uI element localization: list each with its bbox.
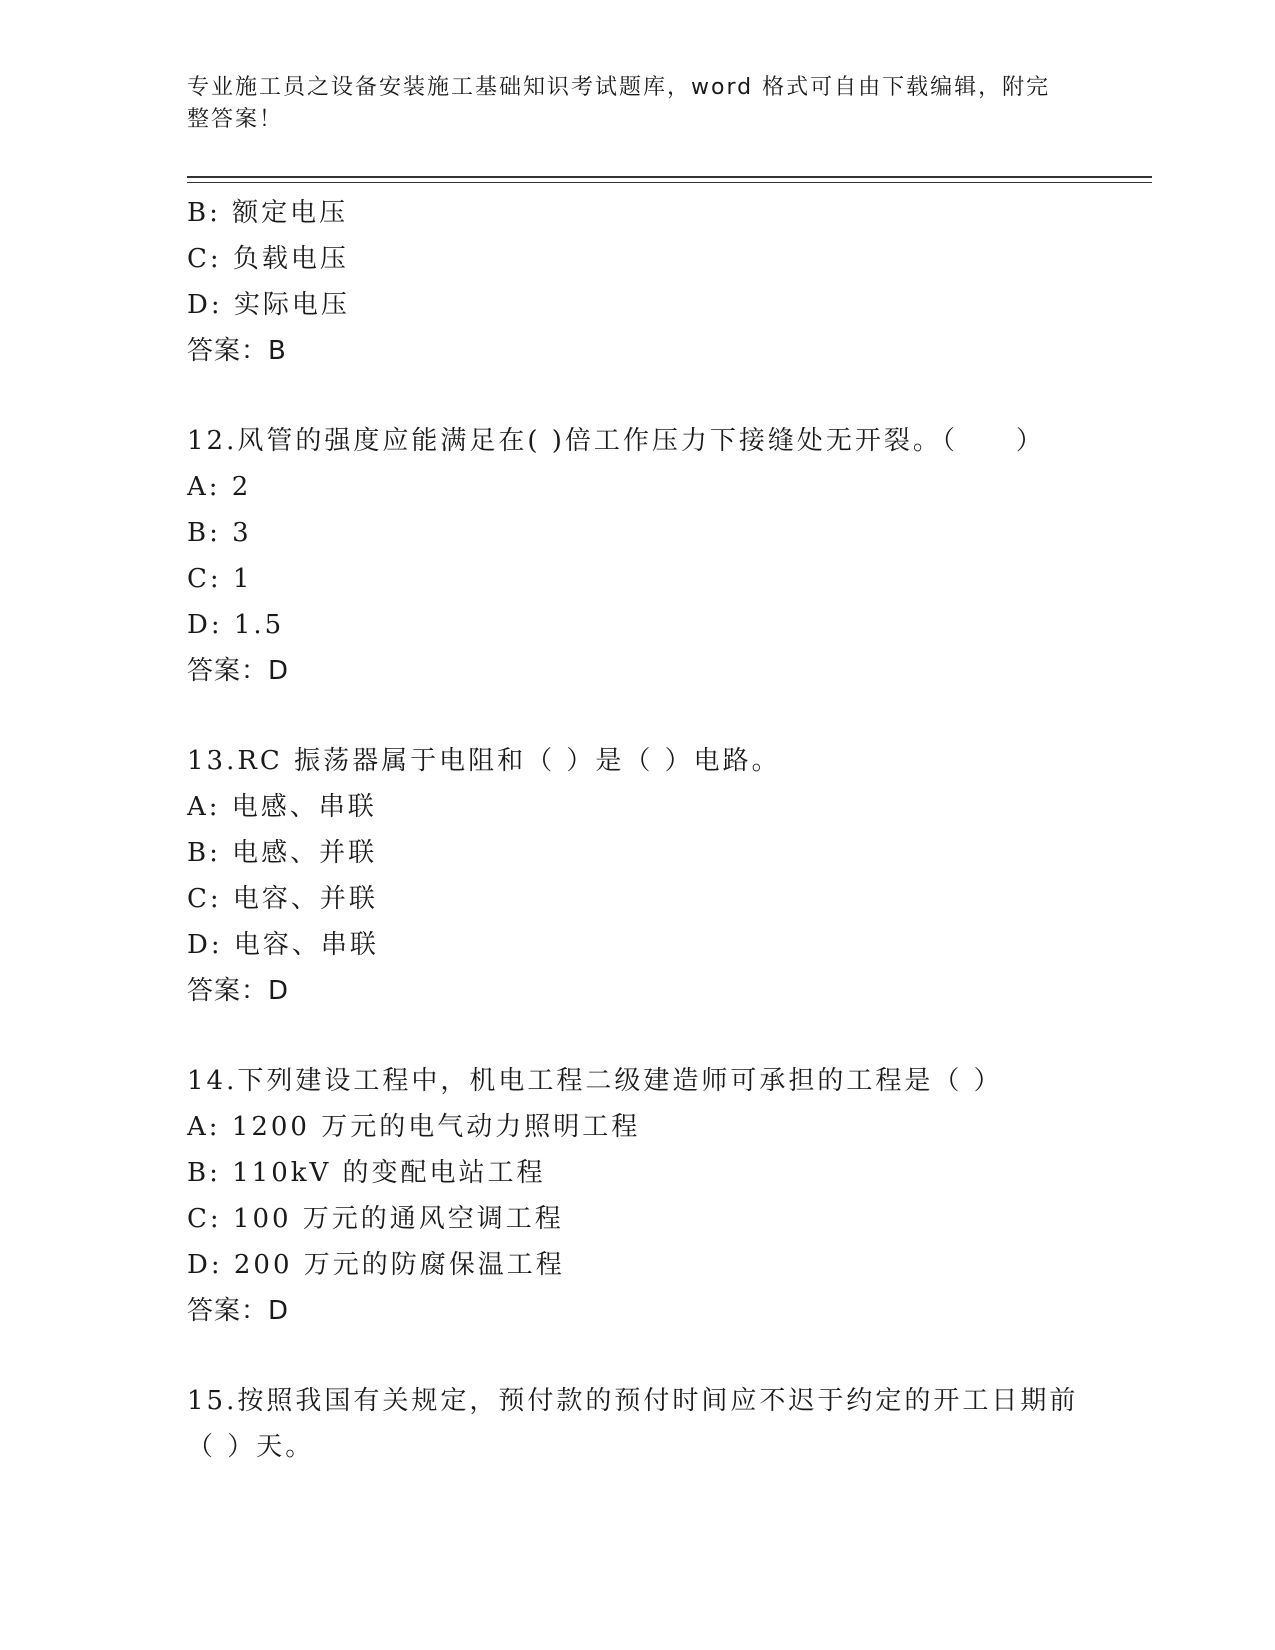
question-text: 14.下列建设工程中，机电工程二级建造师可承担的工程是（ ） [187,1066,1003,1096]
option-d: D: 200 万元的防腐保温工程 [187,1250,565,1280]
answer-text: 答案：D [187,976,290,1006]
option-b: B: 额定电压 [187,198,349,228]
answer-text: 答案：D [187,1296,290,1326]
question-block-13 [187,738,1147,1014]
header-divider [187,176,1152,178]
question-block-11 [187,190,1147,374]
option-b: B: 3 [187,518,252,548]
option-c: C: 100 万元的通风空调工程 [187,1204,564,1234]
question-text: 12.风管的强度应能满足在( )倍工作压力下接缝处无开裂。（ ） [187,426,1045,456]
question-block-15 [187,1378,1147,1470]
header-divider-thin [187,182,1152,183]
question-text-line-2: （ ）天。 [187,1432,315,1462]
option-a: A: 电感、串联 [187,792,377,822]
option-b: B: 110kV 的变配电站工程 [187,1158,546,1188]
answer-text: 答案：D [187,656,290,686]
option-c: C: 1 [187,564,253,594]
option-a: A: 2 [187,472,252,502]
option-c: C: 负载电压 [187,244,349,274]
question-text-line-1: 15.按照我国有关规定，预付款的预付时间应不迟于约定的开工日期前 [187,1386,1079,1416]
option-d: D: 1.5 [187,610,285,640]
answer-text: 答案：B [187,336,287,366]
option-c: C: 电容、并联 [187,884,378,914]
option-d: D: 电容、串联 [187,930,379,960]
option-d: D: 实际电压 [187,290,350,320]
option-b: B: 电感、并联 [187,838,378,868]
question-list [187,190,1147,1470]
option-a: A: 1200 万元的电气动力照明工程 [187,1112,641,1142]
question-block-14 [187,1058,1147,1334]
question-block-12 [187,418,1147,694]
question-text: 13.RC 振荡器属于电阻和（ ）是（ ）电路。 [187,746,781,776]
document-header: 专业施工员之设备安装施工基础知识考试题库，word 格式可自由下载编辑，附完整答案！ [187,75,1051,132]
